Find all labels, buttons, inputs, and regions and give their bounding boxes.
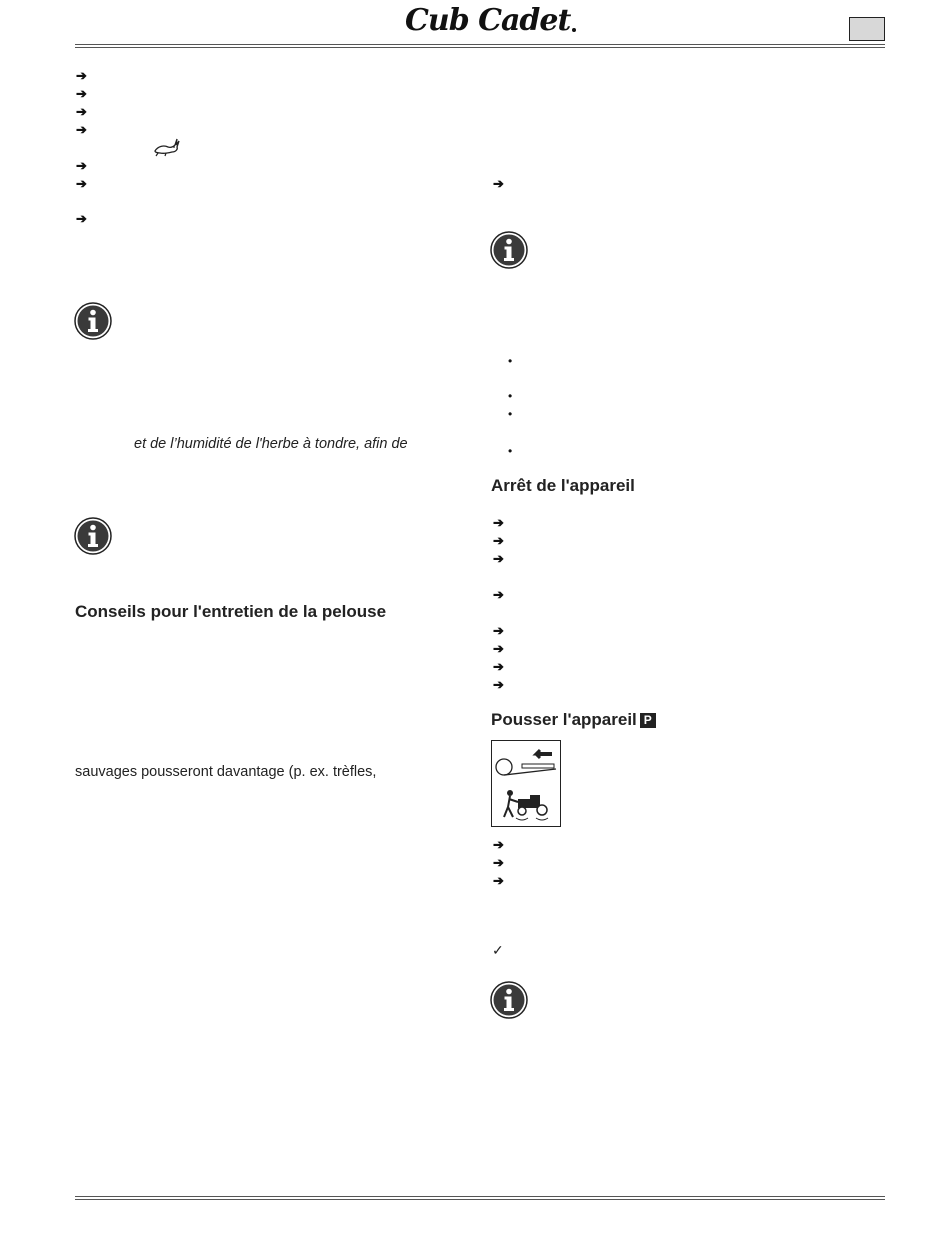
- paragraph-fragment: sauvages pousseront davantage (p. ex. trèfles,: [75, 764, 377, 780]
- info-icon: [74, 302, 112, 340]
- bullet-icon: •: [508, 444, 513, 458]
- p-badge: P: [640, 713, 656, 728]
- arrow-icon: ➔: [493, 587, 504, 602]
- footer-rule-top: [75, 1196, 885, 1197]
- arrow-icon: ➔: [493, 837, 504, 852]
- arrow-icon: ➔: [493, 659, 504, 674]
- arrow-icon: ➔: [493, 551, 504, 566]
- header-rule-top: [75, 44, 885, 45]
- info-icon: [490, 231, 528, 269]
- checkmark-icon: ✓: [492, 942, 504, 958]
- rabbit-speed-icon: [152, 135, 180, 159]
- arrow-icon: ➔: [76, 211, 87, 226]
- arrow-icon: ➔: [493, 641, 504, 656]
- heading-push-device: [491, 710, 656, 730]
- heading-push-label: Pousser l'appareil: [491, 710, 637, 729]
- bullet-icon: •: [508, 354, 513, 368]
- bullet-icon: •: [508, 389, 513, 403]
- arrow-icon: ➔: [493, 623, 504, 638]
- info-icon: [490, 981, 528, 1019]
- arrow-icon: ➔: [493, 533, 504, 548]
- arrow-icon: ➔: [76, 86, 87, 101]
- arrow-icon: ➔: [76, 68, 87, 83]
- arrow-icon: ➔: [76, 104, 87, 119]
- push-illustration-box: [491, 740, 561, 827]
- info-icon: [74, 517, 112, 555]
- arrow-icon: ➔: [493, 855, 504, 870]
- arrow-icon: ➔: [493, 873, 504, 888]
- footer-rule-bottom: [75, 1199, 885, 1200]
- cub-cadet-logo: [405, 2, 580, 36]
- header-rule-bottom: [75, 47, 885, 48]
- heading-stop-device: Arrêt de l'appareil: [491, 476, 635, 495]
- arrow-icon: ➔: [76, 158, 87, 173]
- language-tab-box: [849, 17, 885, 41]
- lever-push-icon: [492, 741, 560, 826]
- svg-text:Cub Cadet: Cub Cadet: [405, 3, 571, 36]
- arrow-icon: ➔: [76, 176, 87, 191]
- bullet-icon: •: [508, 407, 513, 421]
- arrow-icon: ➔: [76, 122, 87, 137]
- arrow-icon: ➔: [493, 677, 504, 692]
- heading-lawn-care: Conseils pour l'entretien de la pelouse: [75, 602, 387, 621]
- italic-text-fragment: et de l’humidité de l'herbe à tondre, afin de: [134, 436, 408, 452]
- arrow-icon: ➔: [493, 176, 504, 191]
- arrow-icon: ➔: [493, 515, 504, 530]
